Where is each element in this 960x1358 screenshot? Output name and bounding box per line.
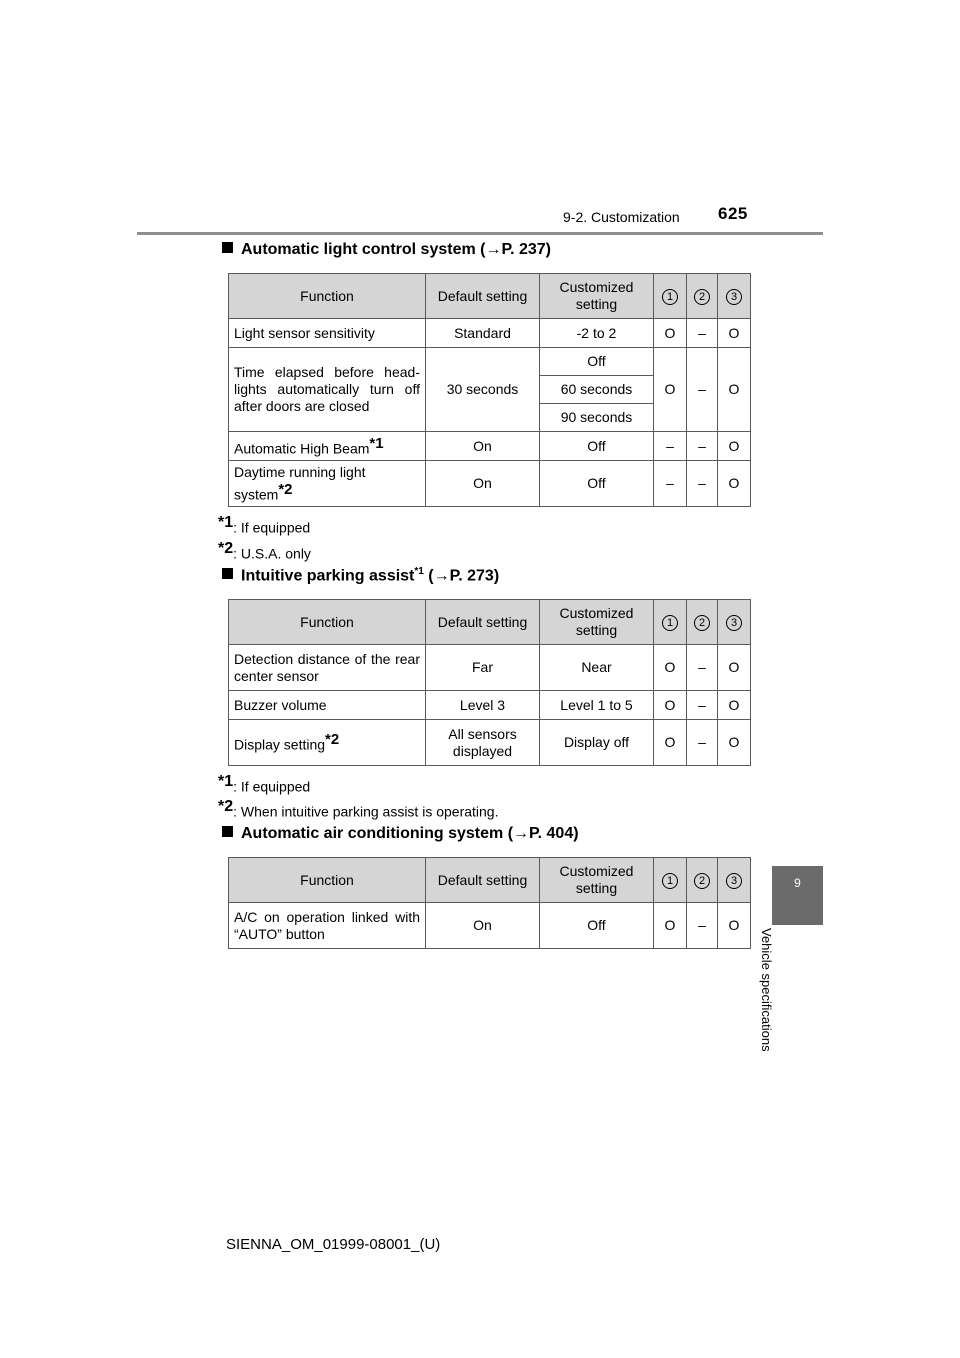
cell-custom: Level 1 to 5 <box>540 691 654 720</box>
footnote <box>218 773 310 795</box>
cell-c1: O <box>654 691 687 720</box>
footnote-marker: *2 <box>218 540 234 557</box>
section-title-light <box>222 241 551 259</box>
footnote-marker: *1 <box>414 566 424 577</box>
cell-function-text: Display setting <box>234 736 326 753</box>
col-default: Default setting <box>426 600 540 645</box>
cell-custom: Off <box>540 903 654 949</box>
cell-default: On <box>426 432 540 461</box>
col-2 <box>687 600 718 645</box>
cell-c3: O <box>718 348 751 432</box>
cell-default: 30 seconds <box>426 348 540 432</box>
cell-c2: – <box>687 903 718 949</box>
section-title-parking-text: Intuitive parking assist <box>241 567 415 585</box>
circled-2-icon: 2 <box>694 289 710 305</box>
section-title-light-text: Automatic light control system (→P. 237) <box>241 241 551 258</box>
cell-c2: – <box>687 720 718 766</box>
parking-settings-table <box>228 599 751 766</box>
header-rule <box>137 232 823 235</box>
cell-custom: Off <box>540 432 654 461</box>
table-header-row <box>229 600 751 645</box>
table-header-row <box>229 274 751 319</box>
cell-c3: O <box>718 461 751 507</box>
circled-3-icon: 3 <box>726 289 742 305</box>
footnote <box>218 514 310 536</box>
footnote-text: : If equipped <box>233 778 311 795</box>
col-1 <box>654 600 687 645</box>
footnote-marker: *2 <box>325 731 340 749</box>
table-row <box>229 319 751 348</box>
cell-custom: Off <box>540 348 654 376</box>
col-function: Function <box>229 600 426 645</box>
footnote-marker: *2 <box>278 480 293 498</box>
table-row <box>229 903 751 949</box>
cell-function: Detection distance of the rear center sensor <box>229 645 426 691</box>
section-header: 9-2. Customization <box>563 209 680 225</box>
cell-c1: – <box>654 461 687 507</box>
cell-c1: O <box>654 319 687 348</box>
square-bullet-icon <box>222 826 233 837</box>
table-row <box>229 720 751 766</box>
cell-default: On <box>426 903 540 949</box>
col-customized: Customized setting <box>540 274 654 319</box>
footnote-marker: *1 <box>218 773 234 790</box>
chapter-label-text: Vehicle specifications <box>759 928 774 1052</box>
footnote-text: : U.S.A. only <box>233 545 311 562</box>
table-row <box>229 348 751 376</box>
cell-function <box>229 432 426 461</box>
cell-custom: 90 seconds <box>540 404 654 432</box>
col-2 <box>687 858 718 903</box>
cell-custom: Display off <box>540 720 654 766</box>
footnote-text: : When intuitive parking assist is operating. <box>233 803 499 820</box>
circled-3-icon: 3 <box>726 615 742 631</box>
cell-default: On <box>426 461 540 507</box>
section-title-ac <box>222 825 579 843</box>
cell-c1: O <box>654 903 687 949</box>
circled-2-icon: 2 <box>694 873 710 889</box>
square-bullet-icon <box>222 242 233 253</box>
cell-function: A/C on operation linked with “AUTO” button <box>229 903 426 949</box>
cell-c1: O <box>654 348 687 432</box>
cell-c2: – <box>687 461 718 507</box>
col-default: Default setting <box>426 274 540 319</box>
cell-c3: O <box>718 432 751 461</box>
table-row <box>229 691 751 720</box>
circled-3-icon: 3 <box>726 873 742 889</box>
col-function: Function <box>229 274 426 319</box>
footnote <box>218 540 311 562</box>
table-row <box>229 432 751 461</box>
footnote-marker: *1 <box>369 434 384 452</box>
chapter-number: 9 <box>794 876 801 890</box>
col-function: Function <box>229 858 426 903</box>
footnote-marker: *2 <box>218 798 234 815</box>
circled-1-icon: 1 <box>662 289 678 305</box>
cell-c1: O <box>654 645 687 691</box>
footnote-marker: *1 <box>218 514 234 531</box>
col-3 <box>718 274 751 319</box>
cell-function-text: Automatic High Beam <box>234 440 370 457</box>
cell-c3: O <box>718 691 751 720</box>
chapter-label <box>759 928 792 1078</box>
col-customized: Customized setting <box>540 858 654 903</box>
cell-c3: O <box>718 319 751 348</box>
cell-function: Buzzer volume <box>229 691 426 720</box>
ac-settings-table <box>228 857 751 949</box>
cell-c2: – <box>687 319 718 348</box>
col-3 <box>718 600 751 645</box>
cell-c1: O <box>654 720 687 766</box>
cell-custom: -2 to 2 <box>540 319 654 348</box>
footnote <box>218 798 498 820</box>
col-1 <box>654 274 687 319</box>
cell-function <box>229 720 426 766</box>
cell-c3: O <box>718 720 751 766</box>
cell-default: Far <box>426 645 540 691</box>
cell-custom: Off <box>540 461 654 507</box>
cell-default: Standard <box>426 319 540 348</box>
cell-function: Time elapsed before head-lights automatically turn off after doors are closed <box>229 348 426 432</box>
chapter-tab[interactable] <box>772 866 823 925</box>
section-title-ac-text: Automatic air conditioning system (→P. 404) <box>241 825 579 842</box>
section-title-parking <box>222 566 499 585</box>
cell-default: All sensors displayed <box>426 720 540 766</box>
col-3 <box>718 858 751 903</box>
table-header-row <box>229 858 751 903</box>
cell-c2: – <box>687 432 718 461</box>
cell-default: Level 3 <box>426 691 540 720</box>
cell-c3: O <box>718 903 751 949</box>
cell-function-text: Daytime running light system <box>234 463 366 503</box>
cell-c2: – <box>687 645 718 691</box>
cell-custom: Near <box>540 645 654 691</box>
footnote-text: : If equipped <box>233 519 311 536</box>
cell-c2: – <box>687 348 718 432</box>
col-customized: Customized setting <box>540 600 654 645</box>
cell-c3: O <box>718 645 751 691</box>
square-bullet-icon <box>222 568 233 579</box>
cell-function <box>229 461 426 507</box>
document-id: SIENNA_OM_01999-08001_(U) <box>226 1236 441 1253</box>
circled-1-icon: 1 <box>662 873 678 889</box>
light-settings-table <box>228 273 751 507</box>
cell-c1: – <box>654 432 687 461</box>
cell-custom: 60 seconds <box>540 376 654 404</box>
col-default: Default setting <box>426 858 540 903</box>
page-number: 625 <box>718 204 748 223</box>
circled-2-icon: 2 <box>694 615 710 631</box>
table-row <box>229 461 751 507</box>
col-1 <box>654 858 687 903</box>
circled-1-icon: 1 <box>662 615 678 631</box>
cell-function: Light sensor sensitivity <box>229 319 426 348</box>
table-row <box>229 645 751 691</box>
col-2 <box>687 274 718 319</box>
section-title-parking-ref: (→P. 273) <box>423 567 500 585</box>
cell-c2: – <box>687 691 718 720</box>
